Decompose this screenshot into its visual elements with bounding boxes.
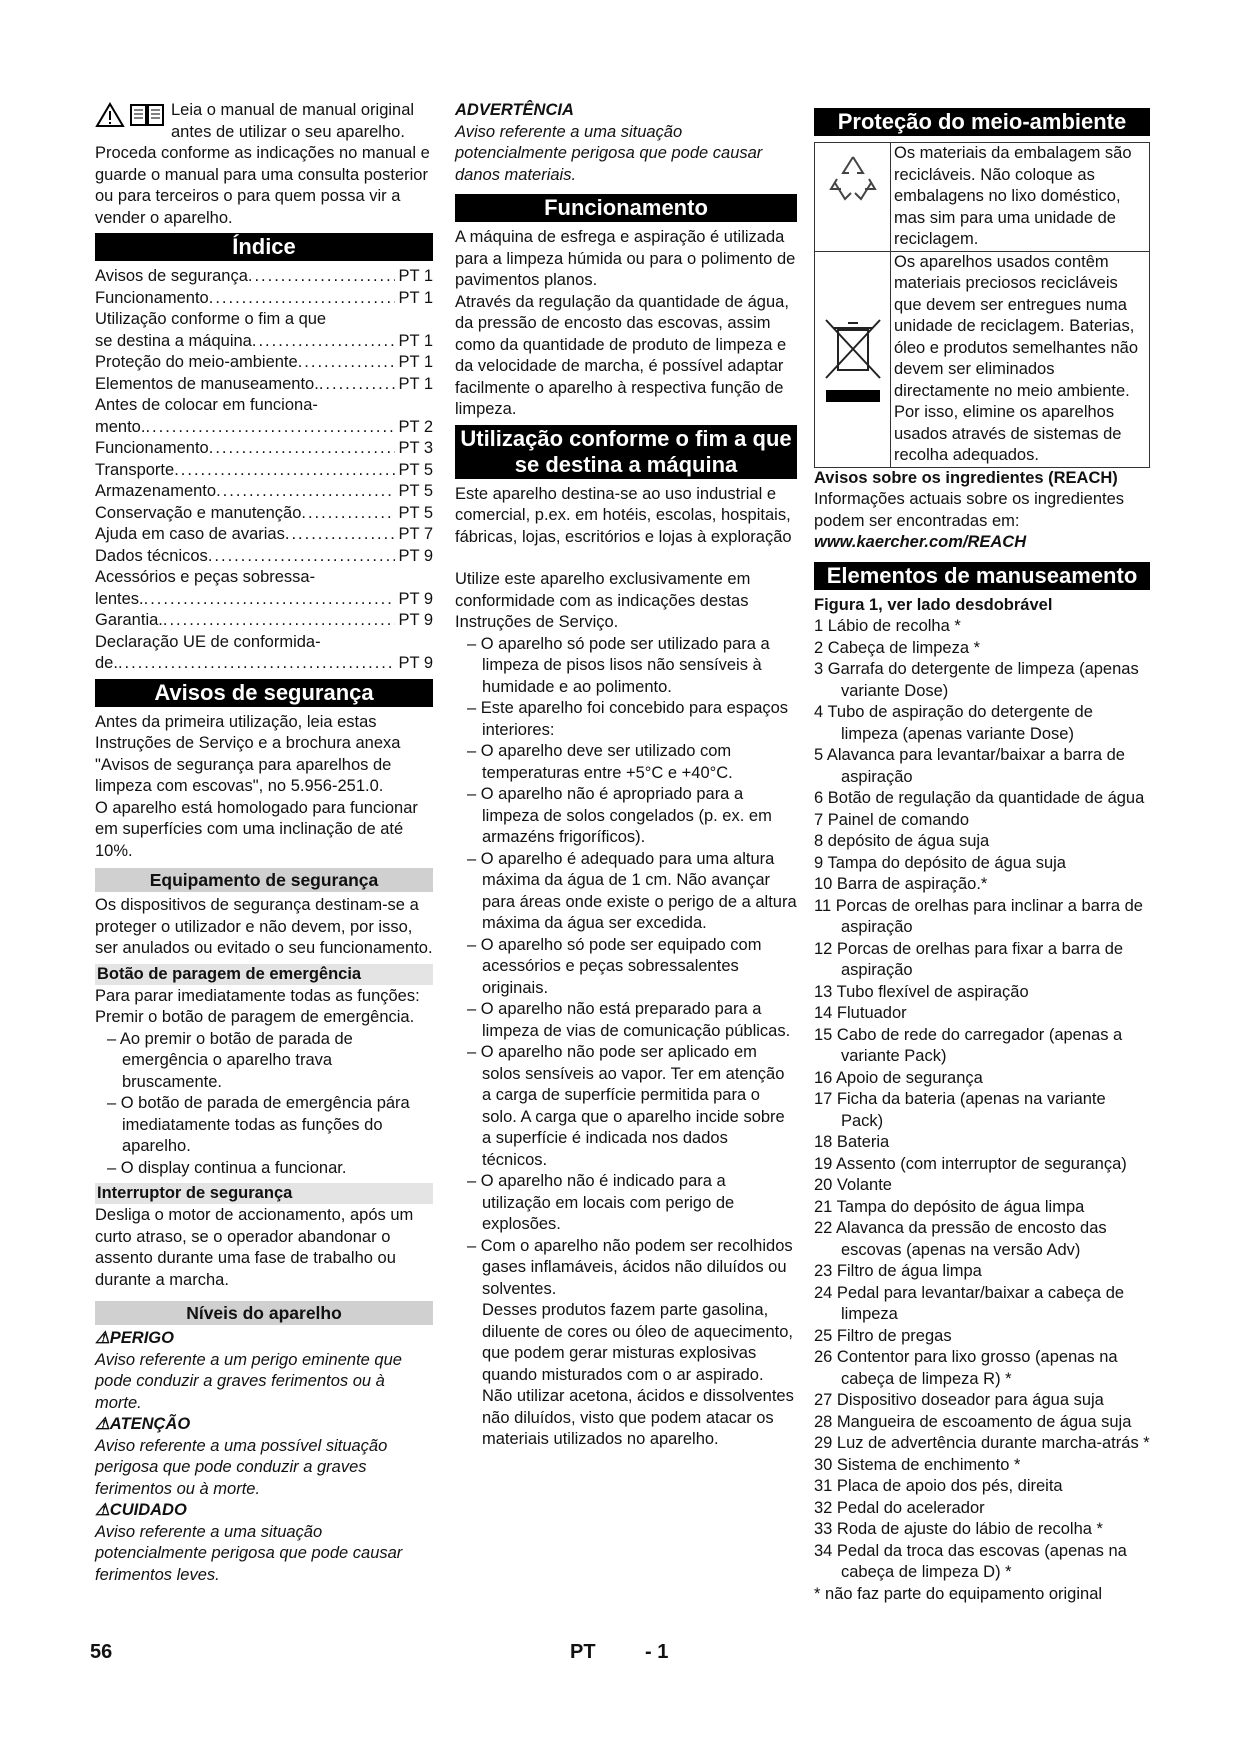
control-element-item: 12 Porcas de orelhas para fixar a barra de aspiração <box>814 939 1124 979</box>
controls-heading: Elementos de manuseamento <box>814 562 1150 590</box>
environment-row-packaging <box>815 143 1149 252</box>
toc-item-page: PT 1 <box>398 374 433 393</box>
toc-item[interactable] <box>95 331 433 353</box>
level-text-warning: Aviso referente a uma possível situação perigosa que pode conduzir a graves ferimentos ou à morte. <box>95 1436 388 1498</box>
toc-item[interactable] <box>95 266 433 288</box>
toc-item-title: Dados técnicos <box>95 546 208 565</box>
toc-item-title: Utilização conforme o fim a que <box>95 310 327 328</box>
safety-paragraph-2: O aparelho está homologado para funcionar em superfícies com uma inclinação de até 10%. <box>95 798 418 860</box>
levels-heading: Níveis do aparelho <box>95 1301 433 1325</box>
toc-item[interactable] <box>95 653 433 675</box>
toc-item[interactable] <box>95 417 433 439</box>
toc-list <box>95 266 433 675</box>
control-element-item: 19 Assento (com interruptor de segurança) <box>814 1154 1127 1173</box>
toc-item[interactable] <box>95 546 433 568</box>
equipment-paragraph: Os dispositivos de segurança destinam-se a proteger o utilizador e não devem, por isso, ser anulados ou evitado o seu funcionamento. <box>95 896 433 957</box>
toc-item[interactable] <box>95 481 433 503</box>
toc-item-title: se destina a máquina <box>95 331 252 350</box>
emergency-stop-paragraph: Para parar imediatamente todas as funções: Premir o botão de paragem de emergência. <box>95 986 420 1026</box>
toc-item-page: PT 9 <box>398 654 433 672</box>
control-element-item: 14 Flutuador <box>814 1004 907 1022</box>
toc-item-page: PT 1 <box>398 267 433 285</box>
toc-item-page: PT 5 <box>398 482 433 500</box>
toc-heading: Índice <box>95 233 433 261</box>
function-heading: Funcionamento <box>455 194 797 222</box>
toc-item-page: PT 1 <box>398 288 433 307</box>
level-title-caution: ⚠CUIDADO <box>95 1501 187 1519</box>
intended-use-extra: Desses produtos fazem parte gasolina, diluente de cores ou óleo de aquecimento, que podem gerar misturas explosivas quando misturados com o ar aspirado. Não utilizar acetona, ácidos e dissolventes não diluídos, visto que podem atacar os materiais utilizados no aparelho. <box>482 1301 794 1448</box>
intended-use-item: – O aparelho só pode ser utilizado para a limpeza de pisos lisos não sensíveis à humidade e ao polimento. <box>455 634 797 699</box>
intended-use-item: – O aparelho deve ser utilizado com temperaturas entre +5°C e +40°C. <box>455 741 797 784</box>
toc-leader-dots <box>208 546 396 568</box>
toc-item[interactable] <box>95 503 433 525</box>
safety-paragraph-1: Antes da primeira utilização, leia estas Instruções de Serviço e a brochura anexa "Avisos de segurança para aparelhos de limpeza com escovas", no 5.956-251.0. <box>95 712 401 795</box>
toc-item-page: PT 1 <box>398 331 433 350</box>
emergency-stop-item: – Ao premir o botão de parada de emergência o aparelho trava bruscamente. <box>95 1029 433 1094</box>
toc-item[interactable] <box>95 309 433 331</box>
level-text-caution: Aviso referente a uma situação potencialmente perigosa que pode causar ferimentos leves. <box>95 1522 403 1584</box>
warning-triangle-icon: ⚠ <box>95 1415 110 1433</box>
control-element-item: 24 Pedal para levantar/baixar a cabeça de limpeza <box>814 1283 1125 1323</box>
control-element-item: 25 Filtro de pregas <box>814 1326 952 1345</box>
safety-switch-heading: Interruptor de segurança <box>95 1183 433 1204</box>
control-element-item: 1 Lábio de recolha * <box>814 617 961 635</box>
control-element-item: 22 Alavanca da pressão de encosto das escovas (apenas na versão Adv) <box>814 1219 1107 1259</box>
environment-row-devices <box>815 252 1149 467</box>
control-element-item: 8 depósito de água suja <box>814 832 990 850</box>
toc-item-page: PT 5 <box>398 503 433 522</box>
intended-use-item: – O aparelho não é indicado para a utilização em locais com perigo de explosões. <box>455 1171 797 1236</box>
control-element-item: 2 Cabeça de limpeza * <box>814 638 981 657</box>
safety-heading: Avisos de segurança <box>95 679 433 707</box>
toc-item-title: Avisos de segurança <box>95 267 248 285</box>
warning-triangle-icon: ⚠ <box>95 1329 110 1347</box>
emergency-stop-item: – O botão de parada de emergência pára imediatamente todas as funções do aparelho. <box>95 1093 433 1158</box>
column-left <box>95 100 433 1586</box>
safety-switch-paragraph: Desliga o motor de accionamento, após um curto atraso, se o operador abandonar o assento durante uma fase de trabalho ou durante a marcha. <box>95 1206 414 1289</box>
control-element-item: 18 Bateria <box>814 1133 890 1151</box>
level-title-warning: ⚠ATENÇÃO <box>95 1415 191 1433</box>
page-number: 56 <box>90 1641 113 1663</box>
toc-leader-dots <box>248 266 396 288</box>
recycle-icon <box>815 143 891 251</box>
toc-item-title: Declaração UE de conformida- <box>95 632 321 651</box>
advertencia-title: ADVERTÊNCIA <box>455 101 574 119</box>
toc-leader-dots <box>174 460 395 482</box>
toc-item-title: Acessórios e peças sobressa- <box>95 568 316 586</box>
environment-table <box>814 142 1150 468</box>
level-text-danger: Aviso referente a um perigo eminente que pode conduzir a graves ferimentos ou à morte. <box>95 1350 402 1412</box>
environment-heading: Proteção do meio-ambiente <box>814 108 1150 136</box>
level-title-danger: ⚠PERIGO <box>95 1329 174 1347</box>
toc-leader-dots <box>209 288 396 310</box>
footer-section-page: - 1 <box>645 1641 669 1663</box>
intended-use-item: – O aparelho só pode ser equipado com acessórios e peças sobressalentes originais. <box>455 935 797 1000</box>
intended-use-item: – Este aparelho foi concebido para espaços interiores: <box>455 698 797 741</box>
toc-item-title: de. <box>95 654 118 672</box>
equipment-heading: Equipamento de segurança <box>95 868 433 892</box>
toc-item[interactable] <box>95 610 433 632</box>
control-element-item: 26 Contentor para lixo grosso (apenas na cabeça de limpeza R) * <box>814 1348 1118 1388</box>
toc-item-title: Funcionamento <box>95 439 209 457</box>
control-element-item: 3 Garrafa do detergente de limpeza (apenas variante Dose) <box>814 660 1139 700</box>
toc-item-title: Armazenamento <box>95 482 217 500</box>
control-element-item: 33 Roda de ajuste do lábio de recolha * <box>814 1520 1103 1538</box>
toc-item-page: PT 7 <box>398 525 433 543</box>
toc-leader-dots <box>301 503 395 525</box>
toc-item-page: PT 5 <box>398 460 433 479</box>
toc-item[interactable] <box>95 438 433 460</box>
toc-item-page: PT 9 <box>398 546 433 565</box>
control-element-item: 7 Painel de comando <box>814 810 970 829</box>
control-element-item: 27 Dispositivo doseador para água suja <box>814 1391 1104 1409</box>
control-element-item: 13 Tubo flexível de aspiração <box>814 982 1029 1001</box>
warning-icon <box>95 102 125 128</box>
crossed-bin-icon <box>815 252 891 467</box>
toc-item-page: PT 3 <box>398 439 433 457</box>
toc-leader-dots <box>145 417 395 439</box>
control-element-item: 16 Apoio de segurança <box>814 1068 983 1087</box>
toc-item-title: Transporte <box>95 460 175 479</box>
emergency-stop-heading: Botão de paragem de emergência <box>95 964 433 985</box>
intro-text: Leia o manual de manual original antes de utilizar o seu aparelho. Proceda conforme as indicações no manual e guarde o manual para uma consulta posterior ou para terceiros o para quem possa vir a vender o aparelho. <box>95 101 430 227</box>
intro-paragraph <box>95 100 433 229</box>
control-element-item: 5 Alavanca para levantar/baixar a barra de aspiração <box>814 746 1125 786</box>
toc-item[interactable] <box>95 374 433 396</box>
emergency-stop-item: – O display continua a funcionar. <box>95 1158 433 1180</box>
control-element-item: 15 Cabo de rede do carregador (apenas a variante Pack) <box>814 1025 1123 1065</box>
control-element-item: 21 Tampa do depósito de água limpa <box>814 1197 1085 1216</box>
toc-item-title: Proteção do meio-ambiente <box>95 353 298 371</box>
toc-item[interactable] <box>95 567 433 589</box>
toc-item-title: Conservação e manutenção <box>95 503 302 522</box>
control-element-item: 4 Tubo de aspiração do detergente de limpeza (apenas variante Dose) <box>814 703 1093 743</box>
toc-item[interactable] <box>95 524 433 546</box>
toc-leader-dots <box>252 331 396 353</box>
intended-use-item: – O aparelho não é apropriado para a limpeza de solos congelados (p. ex. em armazéns frigoríficos). <box>455 784 797 849</box>
toc-leader-dots <box>319 374 396 396</box>
control-element-item: 34 Pedal da troca das escovas (apenas na cabeça de limpeza D) * <box>814 1541 1127 1581</box>
intended-use-paragraph-1: Este aparelho destina-se ao uso industrial e comercial, p.ex. em hotéis, escolas, hospitais, fábricas, lojas, escritórios e lojas à exploração <box>455 484 792 546</box>
control-element-item: 11 Porcas de orelhas para inclinar a barra de aspiração <box>814 896 1143 936</box>
advertencia-text: Aviso referente a uma situação potencialmente perigosa que pode causar danos materiais. <box>455 122 763 184</box>
toc-leader-dots <box>216 481 395 503</box>
toc-leader-dots <box>298 352 396 374</box>
toc-leader-dots <box>118 653 396 675</box>
intended-use-paragraph-2: Utilize este aparelho exclusivamente em conformidade com as indicações destas Instruções de Serviço. <box>455 570 751 631</box>
control-element-item: 6 Botão de regulação da quantidade de água <box>814 789 1145 807</box>
control-element-item: 20 Volante <box>814 1176 892 1194</box>
control-element-item: 23 Filtro de água limpa <box>814 1262 982 1280</box>
toc-item[interactable] <box>95 460 433 482</box>
intended-use-item: – O aparelho é adequado para uma altura máxima da água de 1 cm. Não avançar para áreas onde existe o perigo de a altura máxima da água ser excedida. <box>455 849 797 935</box>
intended-use-list <box>455 634 797 1301</box>
control-element-item: 28 Mangueira de escoamento de água suja <box>814 1412 1132 1431</box>
toc-leader-dots <box>144 589 396 611</box>
toc-item[interactable] <box>95 395 433 417</box>
toc-item-title: mento. <box>95 417 146 436</box>
toc-item-title: lentes. <box>95 589 144 608</box>
control-element-item: 29 Luz de advertência durante marcha-atrás * <box>814 1434 1150 1452</box>
toc-item[interactable] <box>95 589 433 611</box>
control-element-item: 30 Sistema de enchimento * <box>814 1455 1021 1474</box>
toc-item-page: PT 9 <box>398 611 433 629</box>
intro-icons <box>95 102 165 128</box>
toc-item-title: Elementos de manuseamento. <box>95 374 319 393</box>
control-element-item: 32 Pedal do acelerador <box>814 1498 985 1517</box>
intended-use-heading: Utilização conforme o fim a que se destina a máquina <box>455 425 797 479</box>
toc-leader-dots <box>163 610 396 632</box>
column-right <box>814 100 1150 1605</box>
function-paragraph-2: Através da regulação da quantidade de água, da pressão de encosto das escovas, assim como da quantidade de produto de limpeza e da velocidade de marcha, é possível adaptar facilmente o aparelho à respectiva função de limpeza. <box>455 292 789 418</box>
footer-language: PT <box>570 1641 596 1663</box>
toc-item-page: PT 9 <box>398 589 433 608</box>
reach-paragraph: Informações actuais sobre os ingredientes podem ser encontradas em: <box>814 490 1125 530</box>
toc-item-title: Ajuda em caso de avarias <box>95 525 285 543</box>
reach-title: Avisos sobre os ingredientes (REACH) <box>814 468 1118 487</box>
intended-use-item: – O aparelho não pode ser aplicado em solos sensíveis ao vapor. Ter em atenção a carga de superfície permitida para o solo. A carga que o aparelho incide sobre a superfície é indicada nos dados técnicos. <box>455 1042 797 1171</box>
toc-item-page: PT 2 <box>398 417 433 436</box>
control-element-item: 10 Barra de aspiração.* <box>814 875 988 893</box>
figure-caption: Figura 1, ver lado desdobrável <box>814 595 1053 614</box>
control-element-item: 31 Placa de apoio dos pés, direita <box>814 1477 1063 1495</box>
toc-item[interactable] <box>95 288 433 310</box>
reach-link[interactable]: www.kaercher.com/REACH <box>814 533 1027 551</box>
toc-item-page: PT 1 <box>398 353 433 371</box>
manual-book-icon <box>129 102 165 128</box>
function-paragraph-1: A máquina de esfrega e aspiração é utilizada para a limpeza húmida ou para o polimento de pavimentos planos. <box>455 228 796 289</box>
intended-use-item: – Com o aparelho não podem ser recolhidos gases inflamáveis, ácidos não diluídos ou solventes. <box>455 1236 797 1301</box>
footnote: * não faz parte do equipamento original <box>814 1584 1103 1603</box>
toc-item[interactable] <box>95 632 433 654</box>
controls-list <box>814 616 1150 1584</box>
toc-item-title: Funcionamento <box>95 288 209 307</box>
toc-leader-dots <box>209 438 396 460</box>
control-element-item: 9 Tampa do depósito de água suja <box>814 853 1066 872</box>
column-middle <box>455 100 797 1451</box>
environment-text-devices: Os aparelhos usados contêm materiais preciosos recicláveis que devem ser entregues numa unidade de reciclagem. Baterias, óleo e produtos semelhantes não devem ser eliminados directamente no meio ambiente. Por isso, elimine os aparelhos usados através de sistemas de recolha adequados. <box>894 252 1139 464</box>
toc-item-title: Antes de colocar em funciona- <box>95 396 318 414</box>
environment-text-packaging: Os materiais da embalagem são recicláveis. Não coloque as embalagens no lixo doméstico, mas sim para uma unidade de reciclagem. <box>894 144 1132 248</box>
control-element-item: 17 Ficha da bateria (apenas na variante Pack) <box>814 1090 1106 1130</box>
intended-use-item: – O aparelho não está preparado para a limpeza de vias de comunicação públicas. <box>455 999 797 1042</box>
toc-leader-dots <box>285 524 396 546</box>
toc-item[interactable] <box>95 352 433 374</box>
toc-item-title: Garantia. <box>95 611 163 629</box>
warning-triangle-icon: ⚠ <box>95 1501 110 1519</box>
